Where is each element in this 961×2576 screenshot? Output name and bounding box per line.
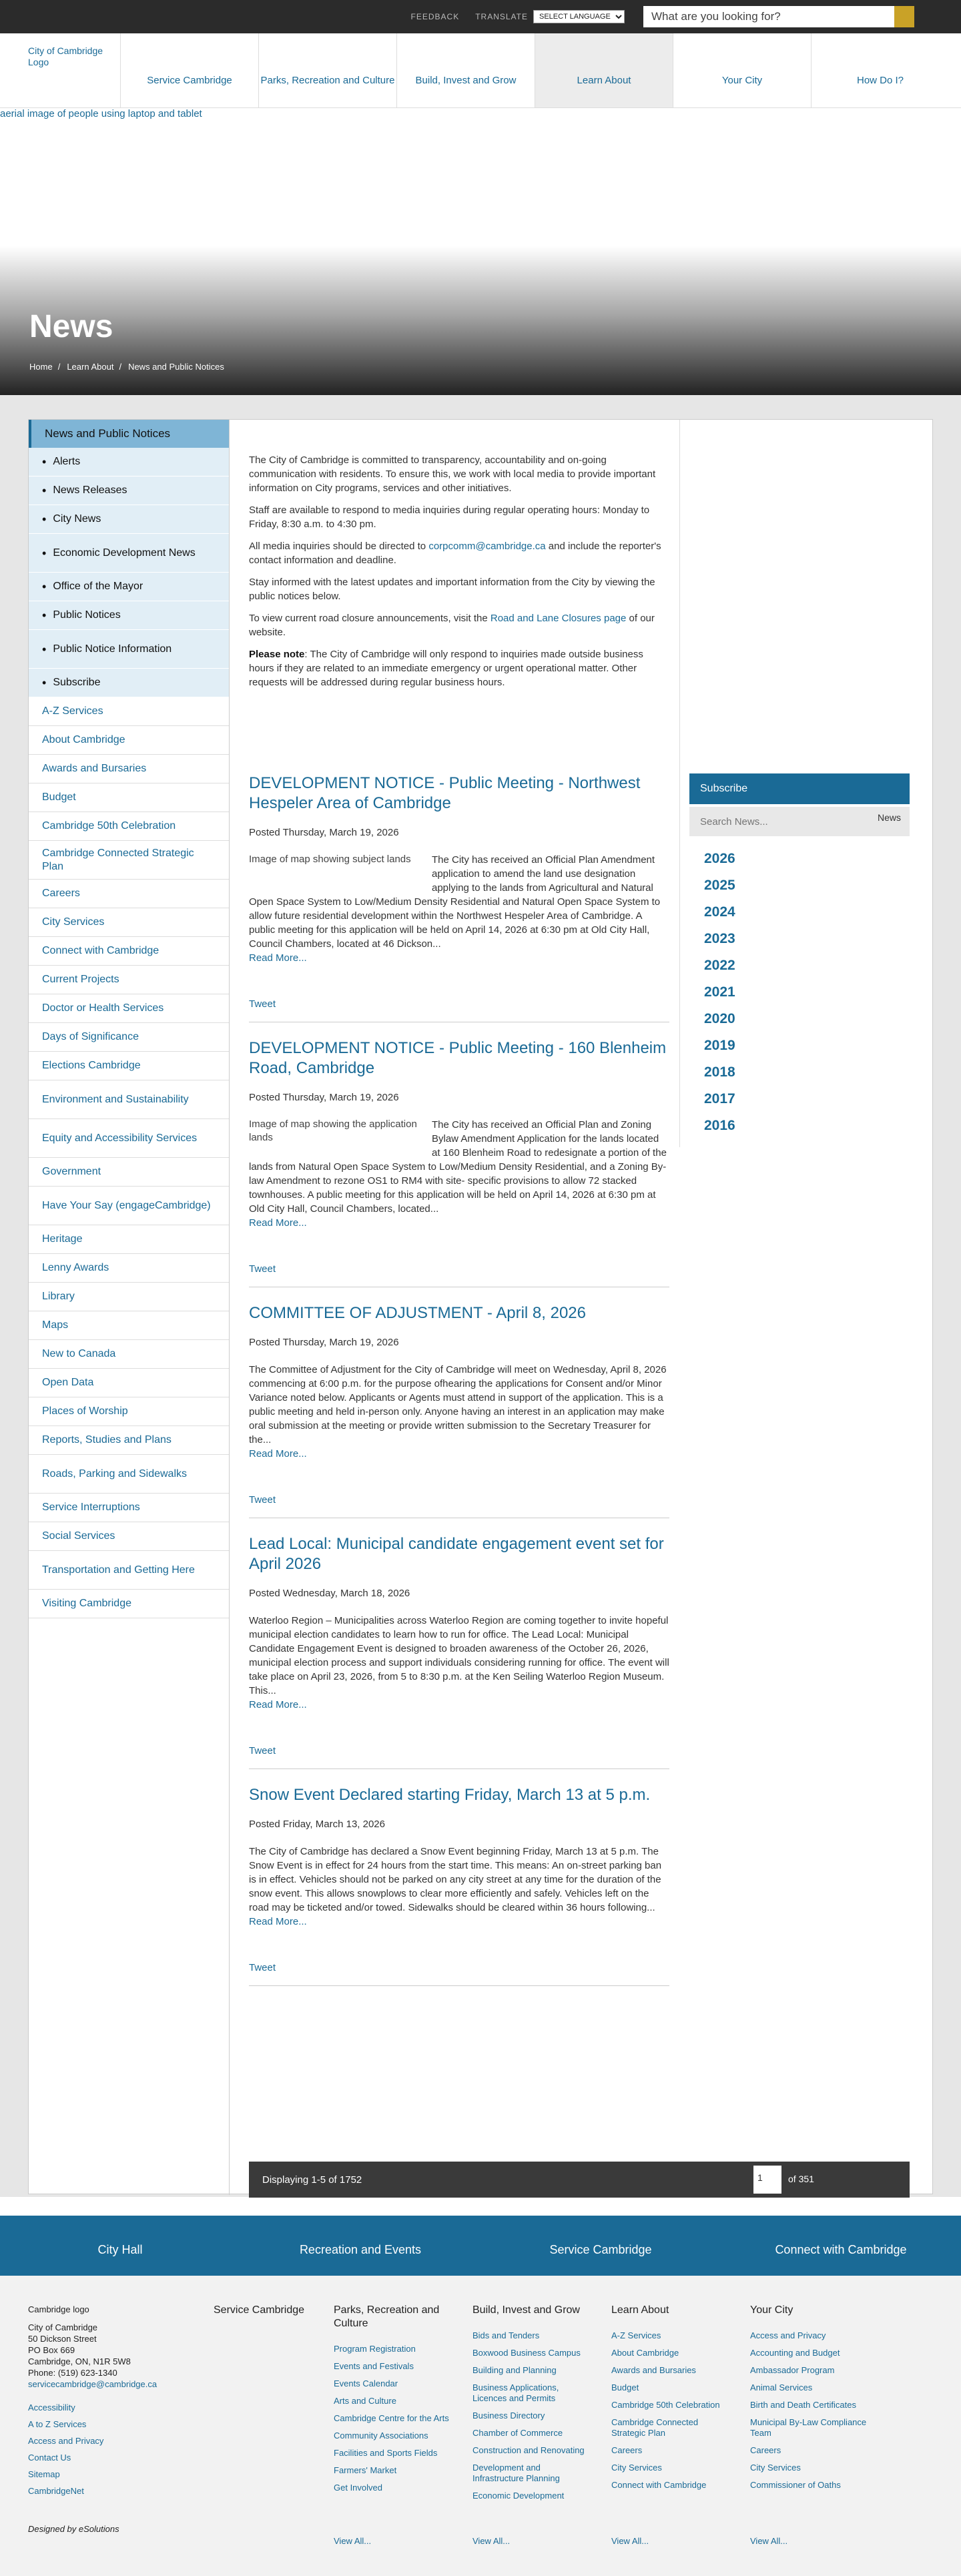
post-date: Posted Thursday, March 19, 2026 — [249, 1092, 399, 1103]
sidebar-link[interactable]: Budget — [29, 783, 229, 812]
content-area — [0, 395, 961, 2197]
read-more-link[interactable]: Read More... — [249, 952, 307, 964]
site-logo[interactable]: City of Cambridge Logo — [28, 45, 103, 67]
nav-service-cambridge[interactable]: Service Cambridge — [120, 33, 258, 107]
sidebar-link[interactable]: Awards and Bursaries — [29, 755, 229, 783]
footer-email[interactable]: servicecambridge@cambridge.ca — [28, 2379, 157, 2389]
year-link[interactable]: 2016 — [704, 1118, 735, 1133]
footer-column-link[interactable]: Business Applications, Licences and Permits — [472, 2382, 559, 2403]
nav-build-invest[interactable]: Build, Invest and Grow — [396, 33, 535, 107]
year-link[interactable]: 2025 — [704, 878, 735, 893]
footer-column-link[interactable]: Bids and Tenders — [472, 2330, 540, 2340]
quick-links-bar — [0, 2216, 961, 2276]
footer-column-link[interactable]: Commissioner of Oaths — [750, 2480, 841, 2490]
post-body — [249, 1118, 669, 1216]
footer-column-heading[interactable]: Learn About — [611, 2304, 669, 2316]
sidebar-link[interactable]: Open Data — [29, 1369, 229, 1397]
footer-column-heading[interactable]: Build, Invest and Grow — [472, 2304, 580, 2316]
sidebar-link[interactable]: Equity and Accessibility Services — [29, 1119, 229, 1158]
view-all-link[interactable]: View All... — [472, 2536, 511, 2546]
sidebar-subitem[interactable]: • City News — [29, 505, 229, 534]
footer-column-link[interactable]: Accounting and Budget — [750, 2348, 840, 2358]
intro-paragraph: Stay informed with the latest updates and important information from the City by viewing the public notices below. — [249, 577, 655, 602]
footer-column — [750, 2304, 870, 2546]
translate-label: TRANSLATE — [475, 12, 528, 21]
tweet-button[interactable]: Tweet — [249, 1263, 276, 1275]
tweet-button[interactable]: Tweet — [249, 998, 276, 1010]
view-all-link[interactable]: View All... — [750, 2536, 788, 2546]
footer-column-link[interactable]: Birth and Death Certificates — [750, 2400, 856, 2410]
sidebar-subitem[interactable]: • Public Notices — [29, 601, 229, 630]
year-link[interactable]: 2017 — [704, 1091, 735, 1106]
sidebar-link[interactable]: Heritage — [29, 1225, 229, 1254]
footer-column-link[interactable]: Municipal By-Law Compliance Team — [750, 2417, 867, 2438]
post-body — [249, 1614, 669, 1698]
intro-paragraph: The City of Cambridge is committed to transparency, accountability and on-going communication with residents. To ensure this, we work with local media to provide important information on City programs, services and other initiatives. — [249, 454, 656, 494]
post-body — [249, 1363, 669, 1447]
nav-parks-recreation[interactable]: Parks, Recreation and Culture — [258, 33, 396, 107]
language-select[interactable] — [533, 10, 625, 23]
sidebar-link[interactable]: Roads, Parking and Sidewalks — [29, 1455, 229, 1494]
footer-column-link[interactable]: Get Involved — [334, 2483, 382, 2493]
sidebar-link[interactable]: Connect with Cambridge — [29, 937, 229, 966]
sidebar-subitem[interactable]: • Subscribe — [29, 669, 229, 697]
year-link[interactable]: 2020 — [704, 1011, 735, 1026]
footer-column — [472, 2304, 593, 2546]
sidebar-link[interactable]: Careers — [29, 880, 229, 908]
post-excerpt: Waterloo Region – Municipalities across Waterloo Region are coming together to invite hopeful municipal election candidates to learn how to run for office. The Lead Local: Municipal Candidate Engagement Event is designed to broaden awareness of the October 26, 2026, municipal election process and support individuals considering running for office. The event will take place on April 23, 2026, from 5 to 8:30 p.m. at the Ken Seiling Waterloo Region Museum. This... — [249, 1615, 669, 1696]
footer-column-link[interactable]: Construction and Renovating — [472, 2445, 585, 2455]
sidebar-link[interactable]: Current Projects — [29, 966, 229, 994]
post-date: Posted Friday, March 13, 2026 — [249, 1819, 385, 1830]
post-title[interactable]: DEVELOPMENT NOTICE - Public Meeting - Northwest Hespeler Area of Cambridge — [249, 774, 641, 812]
tweet-button[interactable]: Tweet — [249, 1494, 276, 1506]
sidebar-link[interactable]: Service Interruptions — [29, 1494, 229, 1522]
page-input[interactable]: 1 — [753, 2166, 781, 2194]
footer-link[interactable]: Access and Privacy — [28, 2436, 104, 2446]
sidebar-link[interactable]: Reports, Studies and Plans — [29, 1426, 229, 1455]
year-link[interactable]: 2022 — [704, 958, 735, 973]
intro-note: Please note: The City of Cambridge will only respond to inquiries made outside business hours if they are related to an immediate emergency or urgent operational matter. Other requests will be addressed during regular business hours. — [249, 649, 643, 688]
breadcrumb-current: News and Public Notices — [128, 362, 224, 372]
footer-column-link[interactable]: Connect with Cambridge — [611, 2480, 707, 2490]
footer-column — [611, 2304, 731, 2546]
post-image: Image of map showing the application lands — [249, 1118, 417, 1143]
sidebar-link[interactable]: Elections Cambridge — [29, 1052, 229, 1080]
footer-column-link[interactable]: Development and Infrastructure Planning — [472, 2463, 560, 2483]
footer-column-heading[interactable]: Your City — [750, 2304, 793, 2316]
year-link[interactable]: 2023 — [704, 931, 735, 946]
sidebar-link[interactable]: Days of Significance — [29, 1023, 229, 1052]
sidebar-link[interactable]: Have Your Say (engageCambridge) — [29, 1187, 229, 1225]
footer-link[interactable]: A to Z Services — [28, 2419, 87, 2429]
quick-link-connect[interactable]: Connect with Cambridge — [775, 2242, 907, 2256]
address-line: City of Cambridge — [28, 2322, 98, 2332]
footer-column-link[interactable]: A-Z Services — [611, 2330, 661, 2340]
quick-link-city-hall[interactable]: City Hall — [97, 2242, 143, 2256]
footer-column-link[interactable]: Business Directory — [472, 2410, 545, 2421]
intro-paragraph: All media inquiries should be directed to corpcomm@cambridge.ca and include the reporter's contact information and deadline. — [249, 541, 661, 566]
news-post — [249, 773, 669, 1022]
post-title[interactable]: DEVELOPMENT NOTICE - Public Meeting - 160 Blenheim Road, Cambridge — [249, 1039, 667, 1077]
sidebar-link[interactable]: New to Canada — [29, 1340, 229, 1369]
post-title[interactable]: COMMITTEE OF ADJUSTMENT - April 8, 2026 — [249, 1304, 586, 1322]
site-search-button[interactable] — [894, 6, 914, 27]
footer-column-link[interactable]: Cambridge Centre for the Arts — [334, 2413, 449, 2423]
footer-column-link[interactable]: Careers — [611, 2445, 643, 2455]
footer-column-link[interactable]: Events Calendar — [334, 2378, 398, 2388]
footer-column-link[interactable]: City Services — [750, 2463, 801, 2473]
pagination-summary: Displaying 1-5 of 1752 — [262, 2174, 362, 2186]
main-nav — [0, 33, 961, 108]
footer-column-link[interactable]: Ambassador Program — [750, 2365, 835, 2375]
footer-column — [214, 2304, 334, 2330]
sidebar-link[interactable]: Lenny Awards — [29, 1254, 229, 1283]
sidebar-link[interactable]: Maps — [29, 1311, 229, 1340]
post-body — [249, 1845, 669, 1915]
intro-text — [249, 453, 669, 697]
sidebar-link[interactable]: Cambridge Connected Strategic Plan — [29, 841, 229, 880]
footer-column-link[interactable]: Events and Festivals — [334, 2361, 414, 2371]
page-title: News — [29, 309, 113, 344]
quick-link-recreation[interactable]: Recreation and Events — [299, 2242, 422, 2256]
footer-column-heading[interactable]: Parks, Recreation and Culture — [334, 2304, 440, 2329]
footer-column-link[interactable]: Program Registration — [334, 2344, 416, 2354]
footer-column-link[interactable]: Access and Privacy — [750, 2330, 826, 2340]
post-excerpt: The City of Cambridge has declared a Snow Event beginning Friday, March 13 at 5 p.m. The Snow Event is in effect for 24 hours from the start time. This means: An on-street parking ban is in effect. Vehicles should not be parked on any city street at any time for the duration of the snow event. This allows snowplows to clear more efficiently and safely. Vehicles left on the road may be ticketed and/or towed. Sidewalks should be cleared within 36 hours following... — [249, 1846, 662, 1913]
tweet-button[interactable]: Tweet — [249, 1745, 276, 1756]
intro-paragraph: Staff are available to respond to media inquiries during regular operating hours: Monday to Friday, 8:30 a.m. to 4:30 pm. — [249, 505, 650, 530]
news-search-button[interactable]: News — [878, 812, 902, 823]
utility-bar — [0, 0, 961, 33]
footer-column-heading[interactable]: Service Cambridge — [214, 2304, 305, 2316]
breadcrumb-learn-about[interactable]: Learn About — [67, 362, 114, 372]
footer-column-link[interactable]: Farmers' Market — [334, 2465, 397, 2475]
sidebar-link[interactable]: Transportation and Getting Here — [29, 1551, 229, 1590]
news-sidebar — [689, 773, 910, 1145]
footer-column-link[interactable]: About Cambridge — [611, 2348, 679, 2358]
read-more-link[interactable]: Read More... — [249, 1916, 307, 1927]
news-post — [249, 1303, 669, 1518]
year-link[interactable]: 2024 — [704, 904, 735, 920]
sidebar-subitem[interactable]: • Office of the Mayor — [29, 573, 229, 601]
post-excerpt: The City has received an Official Plan Amendment application to amend the land use designation applying to the lands from Agricultural and Natural Open Space System to Low/Medium Density Residential and Natural Open Space System to allow future residential development within the Northwest Hespeler Area of Cambridge. A public meeting for this application will be held on April 14, 2026 at 6:30 pm at Old City Hall, Council Chambers, located at 46 Dickson... — [249, 854, 661, 950]
quick-link-service[interactable]: Service Cambridge — [549, 2242, 652, 2256]
road-closures-link[interactable]: Road and Lane Closures page — [490, 613, 627, 624]
footer-column-link[interactable]: Arts and Culture — [334, 2396, 396, 2406]
post-excerpt: The City has received an Official Plan and Zoning Bylaw Amendment Application for the lands located at 160 Blenheim Road to redesignate a portion of the lands from Natural Open Space System to Low/Medium Density Residential, and a Zoning By-law Amendment to rezone OS1 to RM4 with site- specific provisions to allow 72 stacked townhouses. A public meeting for this application will be held on April 14, 2026 at 6:30 pm at Old City Hall, Council Chambers, located... — [249, 1119, 667, 1215]
pagination — [249, 2162, 910, 2198]
sidebar-link[interactable]: City Services — [29, 908, 229, 937]
email-link[interactable]: corpcomm@cambridge.ca — [428, 541, 546, 552]
address-line: PO Box 669 — [28, 2345, 75, 2355]
sidebar-link[interactable]: Visiting Cambridge — [29, 1590, 229, 1618]
footer-column-link[interactable]: Facilities and Sports Fields — [334, 2448, 438, 2458]
year-link[interactable]: 2018 — [704, 1064, 735, 1080]
nav-learn-about[interactable]: Learn About — [535, 33, 673, 107]
footer-column-link[interactable]: Chamber of Commerce — [472, 2428, 563, 2438]
designed-by[interactable]: Designed by eSolutions — [28, 2524, 119, 2534]
sidebar-heading[interactable]: News and Public Notices — [29, 420, 229, 448]
sidebar-link[interactable]: About Cambridge — [29, 726, 229, 755]
view-all-link[interactable]: View All... — [334, 2536, 372, 2546]
tweet-button[interactable]: Tweet — [249, 1962, 276, 1973]
post-title[interactable]: Snow Event Declared starting Friday, March 13 at 5 p.m. — [249, 1786, 651, 1804]
sidebar-divider — [229, 420, 230, 2195]
footer-column-link[interactable]: City Services — [611, 2463, 662, 2473]
sidebar-link[interactable]: Environment and Sustainability — [29, 1080, 229, 1119]
footer-column-link[interactable]: Cambridge Connected Strategic Plan — [611, 2417, 699, 2438]
footer-link[interactable]: Accessibility — [28, 2402, 75, 2412]
footer-column — [334, 2304, 454, 2546]
sidebar-link[interactable]: Government — [29, 1158, 229, 1187]
hero-banner — [0, 108, 961, 395]
rail-divider — [679, 420, 680, 1147]
year-archive — [689, 851, 910, 1145]
sidebar-subitem[interactable]: • News Releases — [29, 476, 229, 505]
footer — [0, 2276, 961, 2576]
post-excerpt: The Committee of Adjustment for the City of Cambridge will meet on Wednesday, April 8, 2026 commencing at 6:00 p.m. for the purpose ofhearing the applications for Consent and/or Minor Variance noted below. Applicants or Agents must attend in support of the application. This is a public meeting and held in-person only. Anyone having an interest in an application may make oral submission at the meeting or provide written submission to the Secretary Treasurer for the... — [249, 1364, 667, 1445]
news-post — [249, 1534, 669, 1769]
address-line: Cambridge, ON, N1R 5W8 — [28, 2356, 131, 2366]
sidebar-link[interactable]: Library — [29, 1283, 229, 1311]
footer-column-link[interactable]: Boxwood Business Campus — [472, 2348, 581, 2358]
view-all-link[interactable]: View All... — [611, 2536, 649, 2546]
sidebar-link[interactable]: Cambridge 50th Celebration — [29, 812, 229, 841]
phone: Phone: (519) 623-1340 — [28, 2368, 117, 2378]
intro-paragraph: To view current road closure announcements, visit the Road and Lane Closures page of our website. — [249, 613, 655, 638]
footer-column-link[interactable]: Community Associations — [334, 2431, 428, 2441]
sidebar-subitem[interactable]: • Economic Development News — [29, 534, 229, 573]
post-title[interactable]: Lead Local: Municipal candidate engagement event set for April 2026 — [249, 1535, 664, 1573]
footer-column-link[interactable]: Animal Services — [750, 2382, 813, 2392]
post-image: Image of map showing subject lands — [249, 854, 411, 865]
address-line: 50 Dickson Street — [28, 2334, 97, 2344]
post-date: Posted Thursday, March 19, 2026 — [249, 827, 399, 838]
breadcrumb: Home / Learn About / News and Public Notices — [29, 362, 224, 372]
breadcrumb-home[interactable]: Home — [29, 362, 53, 372]
sidebar-subitem[interactable]: • Public Notice Information — [29, 630, 229, 669]
news-search-input[interactable] — [700, 816, 874, 828]
site-search-input[interactable] — [643, 6, 894, 27]
footer-link[interactable]: Contact Us — [28, 2453, 71, 2463]
year-link[interactable]: 2021 — [704, 984, 735, 1000]
news-search — [689, 807, 910, 836]
read-more-link[interactable]: Read More... — [249, 1217, 307, 1229]
post-date: Posted Thursday, March 19, 2026 — [249, 1337, 399, 1348]
translate-widget — [475, 10, 625, 23]
footer-column-link[interactable]: Budget — [611, 2382, 639, 2392]
footer-contact — [28, 2304, 157, 2502]
sidebar — [29, 420, 229, 1618]
sidebar-link[interactable]: Places of Worship — [29, 1397, 229, 1426]
footer-column-link[interactable]: Awards and Bursaries — [611, 2365, 696, 2375]
news-feed — [249, 773, 669, 2002]
page-total: of 351 — [788, 2174, 814, 2184]
nav-how-do-i[interactable]: How Do I? — [811, 33, 949, 107]
subscribe-button[interactable]: Subscribe — [689, 773, 910, 804]
read-more-link[interactable]: Read More... — [249, 1699, 307, 1710]
site-search — [643, 6, 914, 27]
footer-logo: Cambridge logo — [28, 2304, 89, 2314]
hero-image-alt: aerial image of people using laptop and tablet — [0, 108, 202, 119]
footer-link[interactable]: Sitemap — [28, 2469, 60, 2479]
sidebar-link[interactable]: A-Z Services — [29, 697, 229, 726]
news-post — [249, 1785, 669, 1986]
year-link[interactable]: 2026 — [704, 851, 735, 866]
footer-column-link[interactable]: Building and Planning — [472, 2365, 557, 2375]
year-link[interactable]: 2019 — [704, 1038, 735, 1053]
sidebar-link[interactable]: Doctor or Health Services — [29, 994, 229, 1023]
read-more-link[interactable]: Read More... — [249, 1448, 307, 1460]
footer-column-link[interactable]: Careers — [750, 2445, 781, 2455]
footer-column-link[interactable]: Cambridge 50th Celebration — [611, 2400, 720, 2410]
sidebar-link[interactable]: Social Services — [29, 1522, 229, 1551]
feedback-link[interactable]: FEEDBACK — [410, 12, 460, 21]
post-body — [249, 853, 669, 951]
footer-link[interactable]: CambridgeNet — [28, 2486, 84, 2496]
news-post — [249, 1038, 669, 1287]
footer-column-link[interactable]: Economic Development — [472, 2491, 565, 2501]
post-date: Posted Wednesday, March 18, 2026 — [249, 1588, 410, 1599]
content-card — [28, 419, 933, 2194]
nav-your-city[interactable]: Your City — [673, 33, 811, 107]
sidebar-subitem[interactable]: • Alerts — [29, 448, 229, 476]
